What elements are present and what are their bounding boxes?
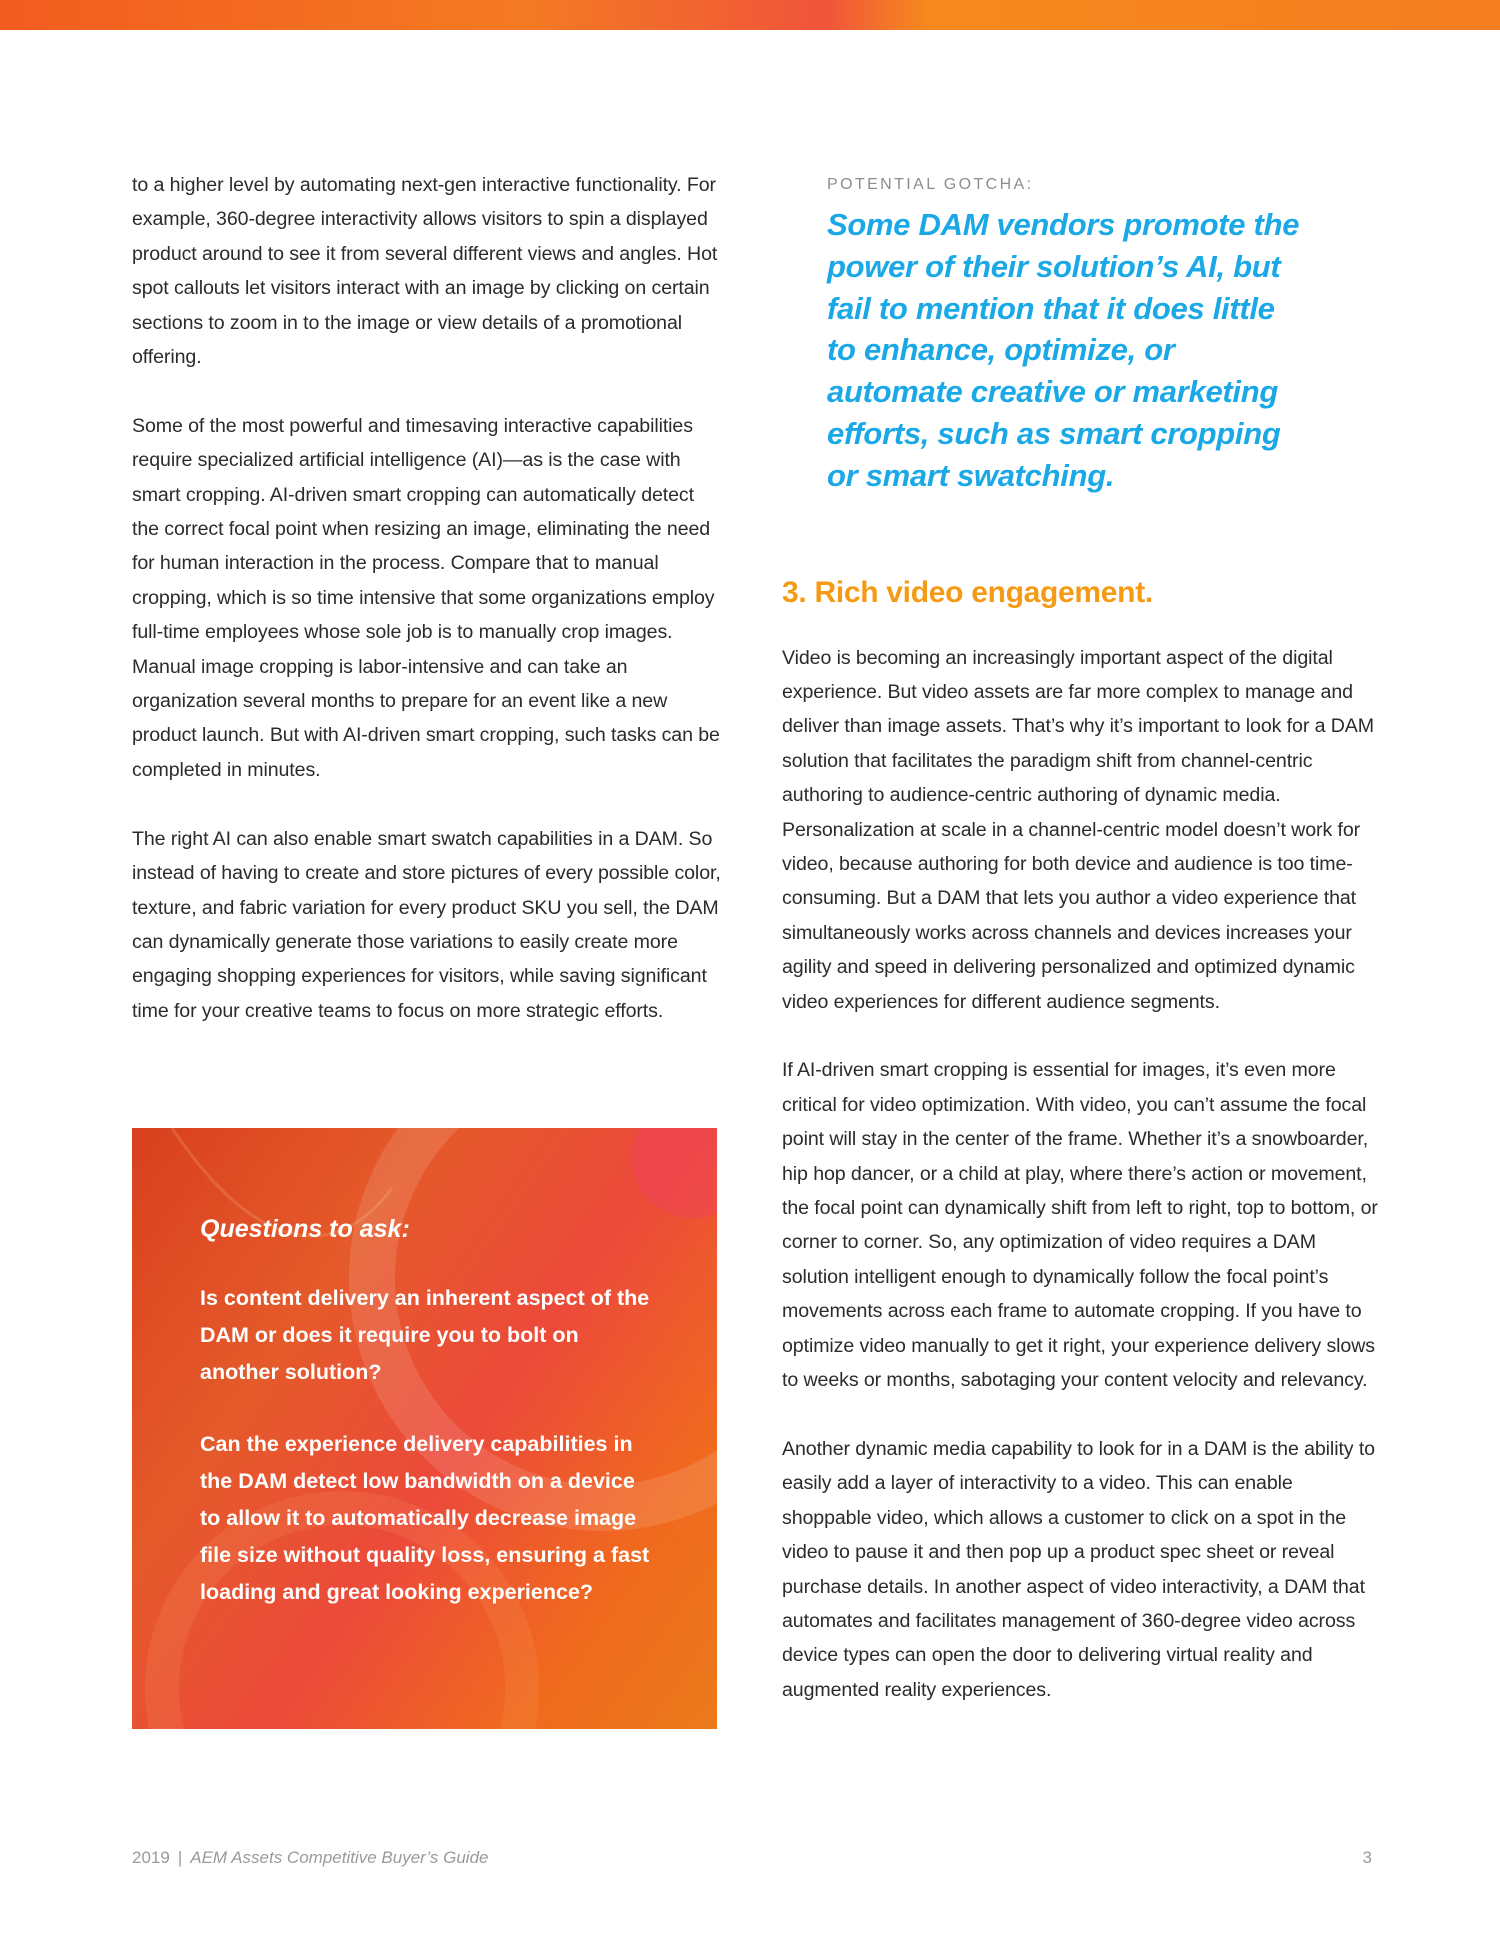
gotcha-label: POTENTIAL GOTCHA: (827, 176, 1034, 193)
page-footer (132, 1846, 1372, 1870)
body-paragraph: If AI-driven smart cropping is essential for images, it’s even more critical for video optimization. With video, you can’t assume the focal point will stay in the center of the frame. Whether it’s a snowboarder, hip hop dancer, or a child at play, where there’s action or movement, the focal point can dynamically shift from left to right, top to bottom, or corner to corner. So, any optimization of video requires a DAM solution intelligent enough to dynamically follow the focal point’s movements across each frame to automate cropping. If you have to optimize video manually to get it right, your experience delivery slows to weeks or months, sabotaging your content velocity and relevancy. (782, 1059, 1378, 1392)
questions-content (200, 1212, 660, 1646)
questions-box (132, 1128, 717, 1729)
body-paragraph: The right AI can also enable smart swatch capabilities in a DAM. So instead of having to create and store pictures of every possible color, texture, and fabric variation for every product SKU you sell, the DAM can dynamically generate those variations to easily create more engaging shopping experiences for visitors, while saving significant time for your creative teams to focus on more strategic efforts. (132, 827, 721, 1022)
footer-year: 2019 (132, 1848, 170, 1867)
footer-title: AEM Assets Competitive Buyer’s Guide (190, 1848, 489, 1867)
gotcha-quote: Some DAM vendors promote the power of their solution’s AI, but fail to mention that it does little to enhance, optimize, or automate creative or marketing efforts, such as smart cropping or smart swatching. (827, 207, 1300, 493)
question-item: Can the experience delivery capabilities in the DAM detect low bandwidth on a device to allow it to automatically decrease image file size without quality loss, ensuring a fast loading and great looking experience? (200, 1432, 650, 1604)
footer-separator: | (177, 1848, 183, 1867)
page-number: 3 (1362, 1848, 1372, 1867)
section-title: 3. Rich video engagement. (782, 575, 1153, 609)
top-banner (0, 0, 1500, 30)
question-item: Is content delivery an inherent aspect of the DAM or does it require you to bolt on another solution? (200, 1286, 650, 1384)
body-paragraph: Video is becoming an increasingly important aspect of the digital experience. But video assets are far more complex to manage and deliver than image assets. That’s why it’s important to look for a DAM solution that facilitates the paradigm shift from channel-centric authoring to audience-centric authoring of dynamic media. Personalization at scale in a channel-centric model doesn’t work for video, because authoring for both device and audience is too time-consuming. But a DAM that lets you author a video experience that simultaneously works across channels and devices increases your agility and speed in delivering personalized and optimized dynamic video experiences for different audience segments. (782, 646, 1374, 1013)
gotcha-callout (782, 168, 1302, 497)
body-paragraph: Another dynamic media capability to look for in a DAM is the ability to easily add a layer of interactivity to a video. This can enable shoppable video, which allows a customer to click on a spot in the video to pause it and then pop up a product spec sheet or reveal purchase details. In another aspect of video interactivity, a DAM that automates and facilitates management of 360-degree video across device types can open the door to delivering virtual reality and augmented reality experiences. (782, 1437, 1375, 1701)
questions-title: Questions to ask: (200, 1215, 410, 1243)
body-paragraph: Some of the most powerful and timesaving interactive capabilities require specialized artificial intelligence (AI)—as is the case with smart cropping. AI-driven smart cropping can automatically detect the correct focal point when resizing an image, eliminating the need for human interaction in the process. Compare that to manual cropping, which is so time intensive that some organizations employ full-time employees whose sole job is to manually crop images. Manual image cropping is labor-intensive and can take an organization several months to prepare for an event like a new product launch. But with AI-driven smart cropping, such tasks can be completed in minutes. (132, 414, 720, 781)
left-column (132, 168, 722, 1063)
body-paragraph: to a higher level by automating next-gen interactive functionality. For example, 360-degree interactivity allows visitors to spin a displayed product around to see it from several different views and angles. Hot spot callouts let visitors interact with an image by clicking on certain sections to zoom in to the image or view details of a promotional offering. (132, 174, 718, 369)
right-column (782, 168, 1382, 1742)
